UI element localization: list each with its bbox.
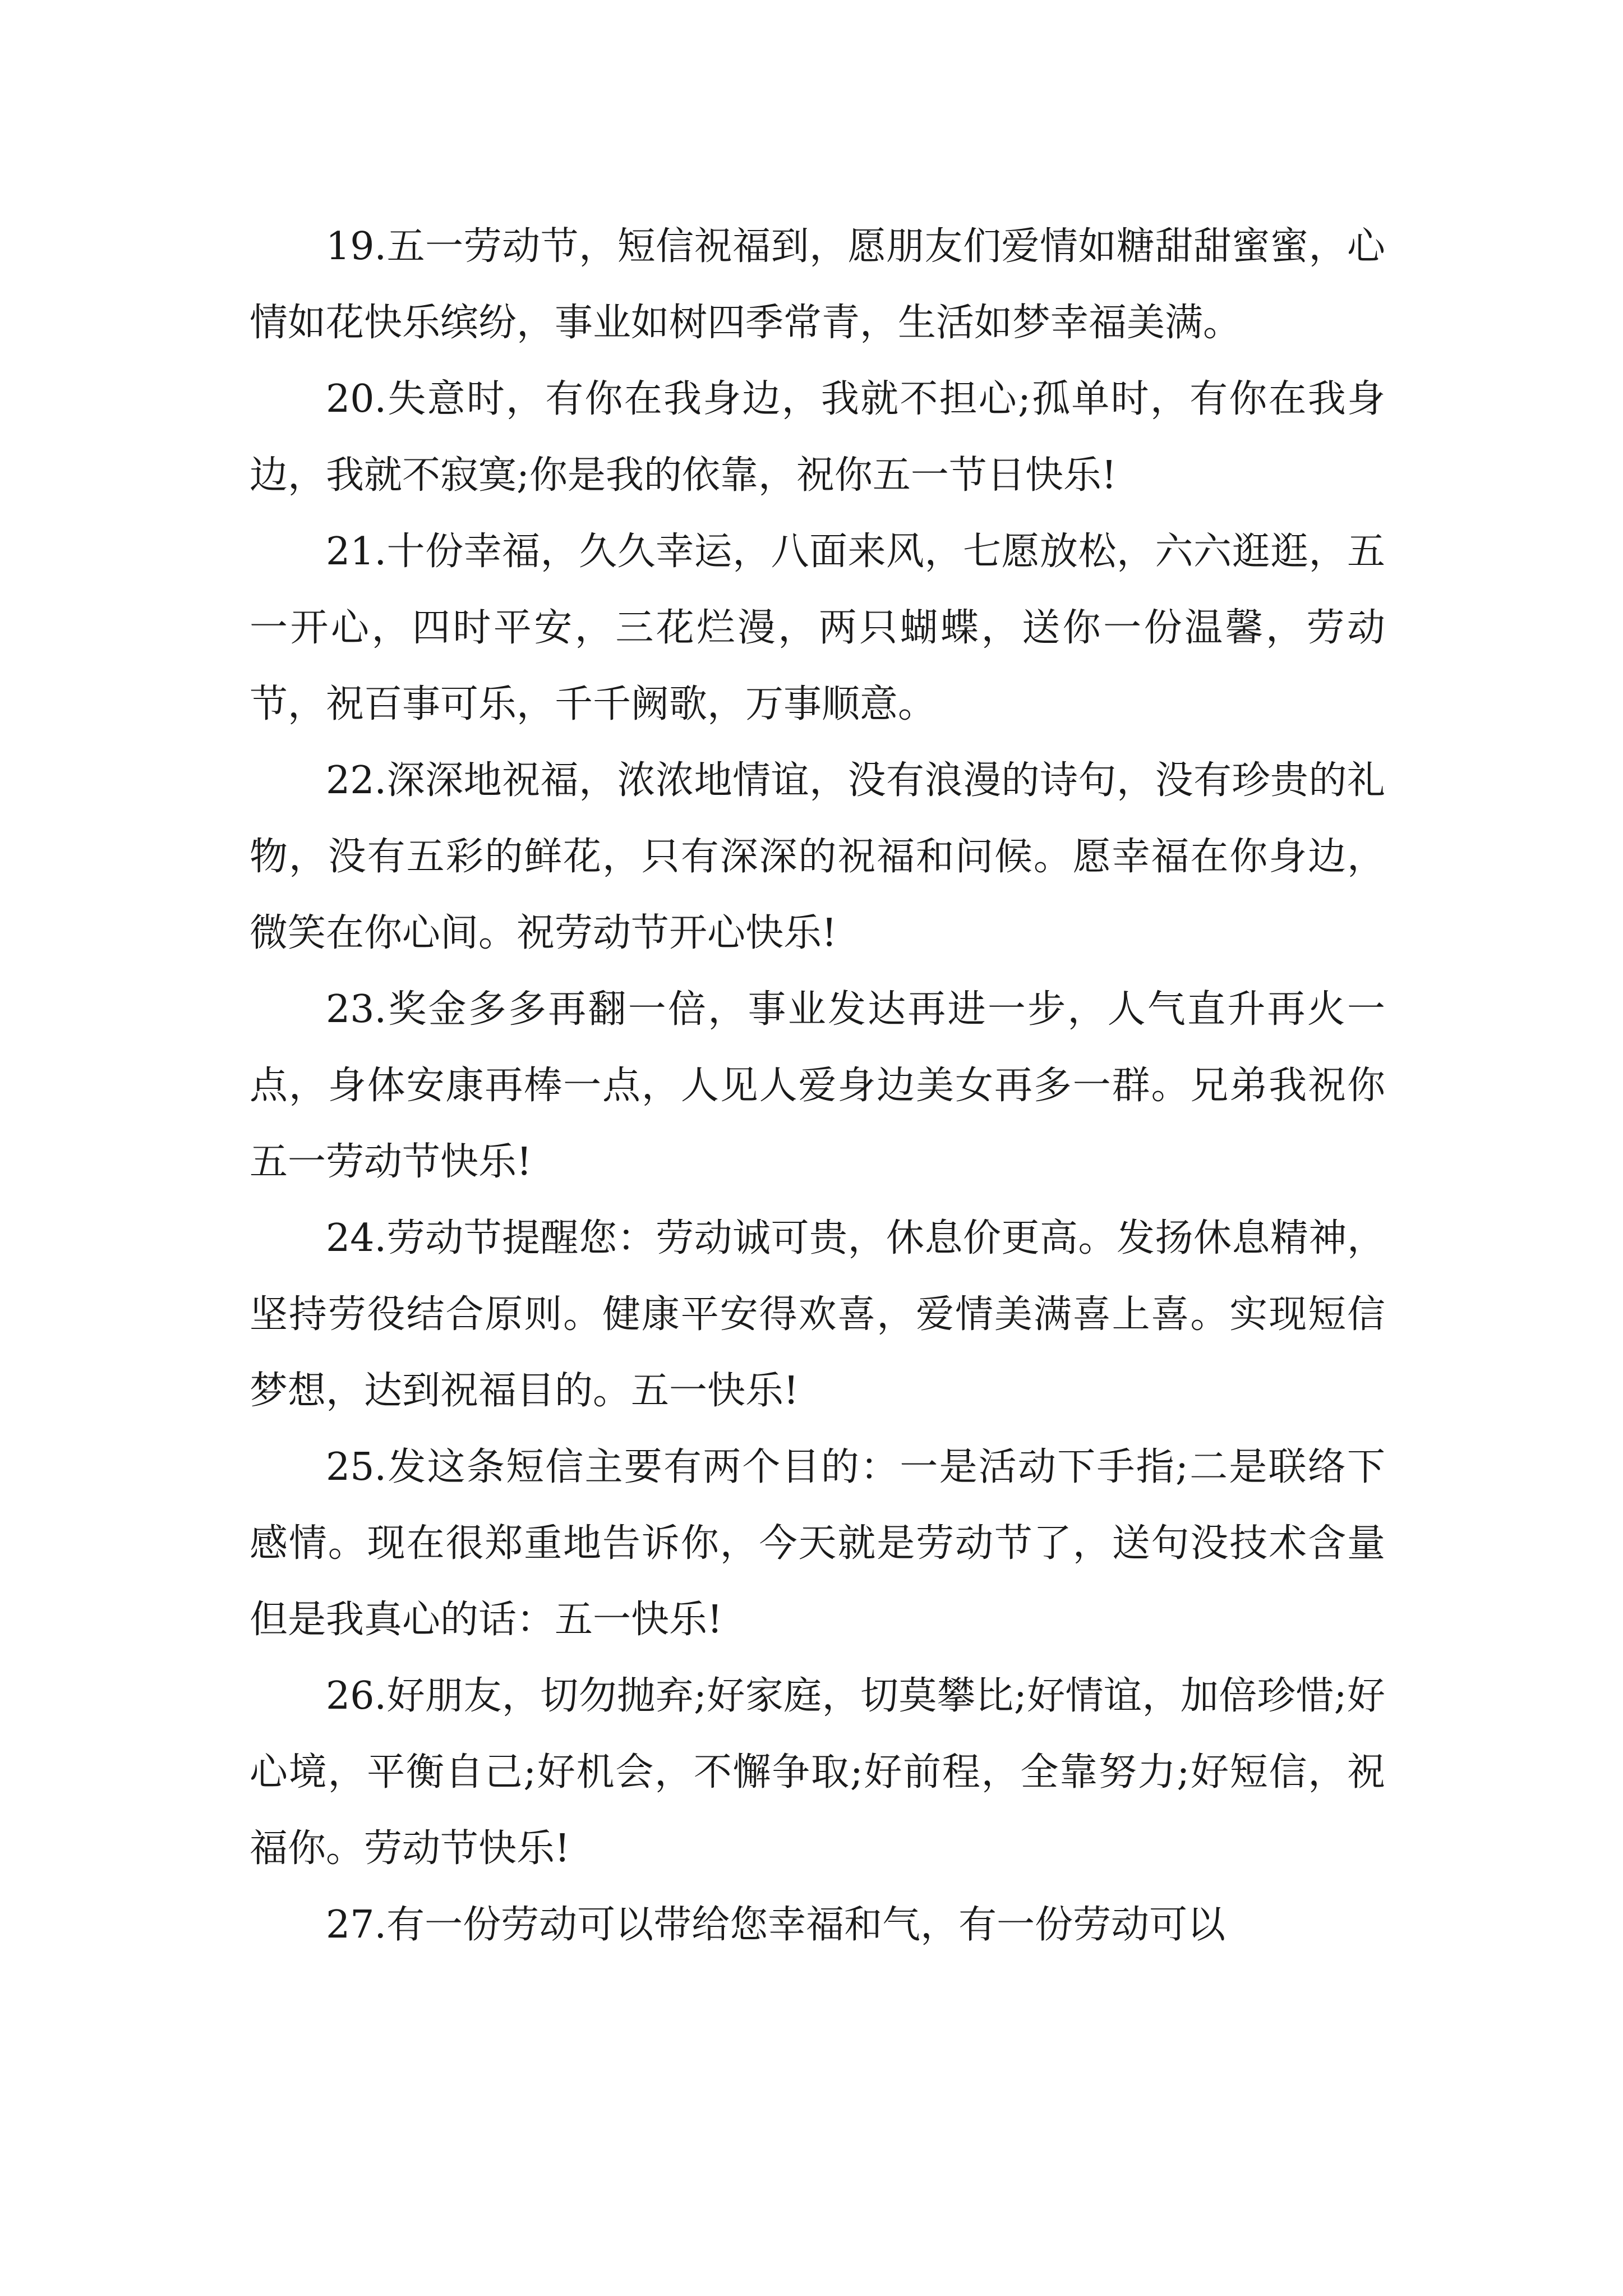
paragraph-27: 27.有一份劳动可以带给您幸福和气，有一份劳动可以 xyxy=(326,1903,1226,1947)
paragraph-20: 20.失意时，有你在我身边，我就不担心;孤单时，有你在我身边，我就不寂寞;你是我的依靠，祝你五一节日快乐! xyxy=(250,377,1385,498)
paragraph-22: 22.深深地祝福，浓浓地情谊，没有浪漫的诗句，没有珍贵的礼物，没有五彩的鲜花，只有深深的祝福和问候。愿幸福在你身边，微笑在你心间。祝劳动节开心快乐! xyxy=(250,758,1385,955)
paragraph-19: 19.五一劳动节，短信祝福到，愿朋友们爱情如糖甜甜蜜蜜，心情如花快乐缤纷，事业如树四季常青，生活如梦幸福美满。 xyxy=(250,224,1385,345)
document-body xyxy=(250,209,1385,1963)
paragraph-25: 25.发这条短信主要有两个目的：一是活动下手指;二是联络下感情。现在很郑重地告诉你，今天就是劳动节了，送句没技术含量但是我真心的话：五一快乐! xyxy=(250,1445,1385,1642)
paragraph-26: 26.好朋友，切勿抛弃;好家庭，切莫攀比;好情谊，加倍珍惜;好心境，平衡自己;好机会，不懈争取;好前程，全靠努力;好短信，祝福你。劳动节快乐! xyxy=(250,1674,1385,1871)
paragraph-24: 24.劳动节提醒您：劳动诚可贵，休息价更高。发扬休息精神，坚持劳役结合原则。健康平安得欢喜，爱情美满喜上喜。实现短信梦想，达到祝福目的。五一快乐! xyxy=(250,1216,1385,1413)
paragraph-23: 23.奖金多多再翻一倍，事业发达再进一步，人气直升再火一点，身体安康再棒一点，人见人爱身边美女再多一群。兄弟我祝你五一劳动节快乐! xyxy=(250,987,1385,1184)
paragraph-21: 21.十份幸福，久久幸运，八面来风，七愿放松，六六逛逛，五一开心，四时平安，三花烂漫，两只蝴蝶，送你一份温馨，劳动节，祝百事可乐，千千阙歌，万事顺意。 xyxy=(250,530,1385,726)
